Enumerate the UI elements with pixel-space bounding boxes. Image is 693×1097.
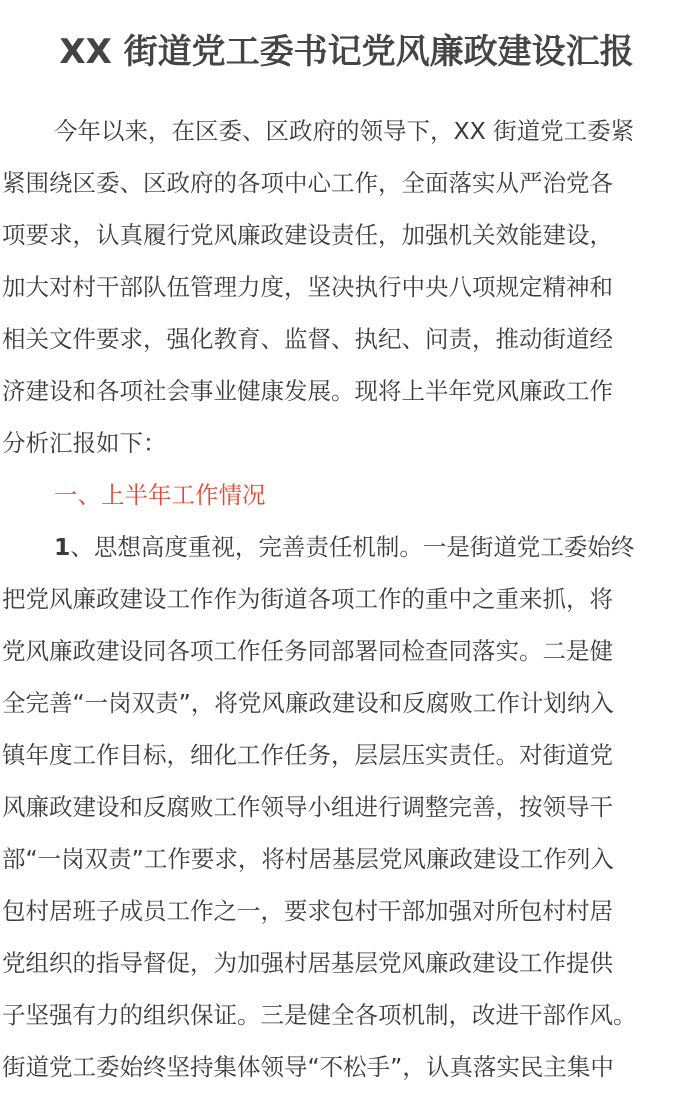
paragraph-line: 全完善“一岗双责”，将党风廉政建设和反腐败工作计划纳入 <box>2 689 614 717</box>
paragraph-line: 济建设和各项社会事业健康发展。现将上半年党风廉政工作 <box>2 377 613 405</box>
paragraph-line: 子坚强有力的组织保证。三是健全各项机制，改进干部作风。 <box>2 1001 637 1029</box>
paragraph-line: 党组织的指导督促，为加强村居基层党风廉政建设工作提供 <box>2 949 613 977</box>
paragraph-line: 项要求，认真履行党风廉政建设责任，加强机关效能建设， <box>2 221 613 249</box>
paragraph-line: 镇年度工作目标，细化工作任务，层层压实责任。对街道党 <box>2 741 613 769</box>
paragraph-line: 包村居班子成员工作之一，要求包村干部加强对所包村村居 <box>2 897 613 925</box>
document-body <box>2 105 693 1093</box>
paragraph-line: 街道党工委始终坚持集体领导“不松手”，认真落实民主集中 <box>2 1053 614 1081</box>
numbered-item-line <box>2 521 693 573</box>
item-text: 、思想高度重视，完善责任机制。一是街道党工委始终 <box>70 533 635 561</box>
paragraph-line: 风廉政建设和反腐败工作领导小组进行调整完善，按领导干 <box>2 793 613 821</box>
paragraph-line: 紧围绕区委、区政府的各项中心工作，全面落实从严治党各 <box>2 169 613 197</box>
section-heading: 一、上半年工作情况 <box>54 481 266 509</box>
item-number: 1 <box>54 533 71 561</box>
document-title: XX 街道党工委书记党风廉政建设汇报 <box>59 32 634 72</box>
paragraph-line: 党风廉政建设同各项工作任务同部署同检查同落实。二是健 <box>2 637 613 665</box>
paragraph-line: 加大对村干部队伍管理力度，坚决执行中央八项规定精神和 <box>2 273 613 301</box>
paragraph-line: 把党风廉政建设工作作为街道各项工作的重中之重来抓，将 <box>2 585 613 613</box>
paragraph-line: 分析汇报如下： <box>2 429 167 457</box>
paragraph-line: 相关文件要求，强化教育、监督、执纪、问责，推动街道经 <box>2 325 613 353</box>
paragraph-line: 今年以来，在区委、区政府的领导下，XX 街道党工委紧 <box>54 117 635 145</box>
paragraph-line: 部“一岗双责”工作要求，将村居基层党风廉政建设工作列入 <box>2 845 614 873</box>
